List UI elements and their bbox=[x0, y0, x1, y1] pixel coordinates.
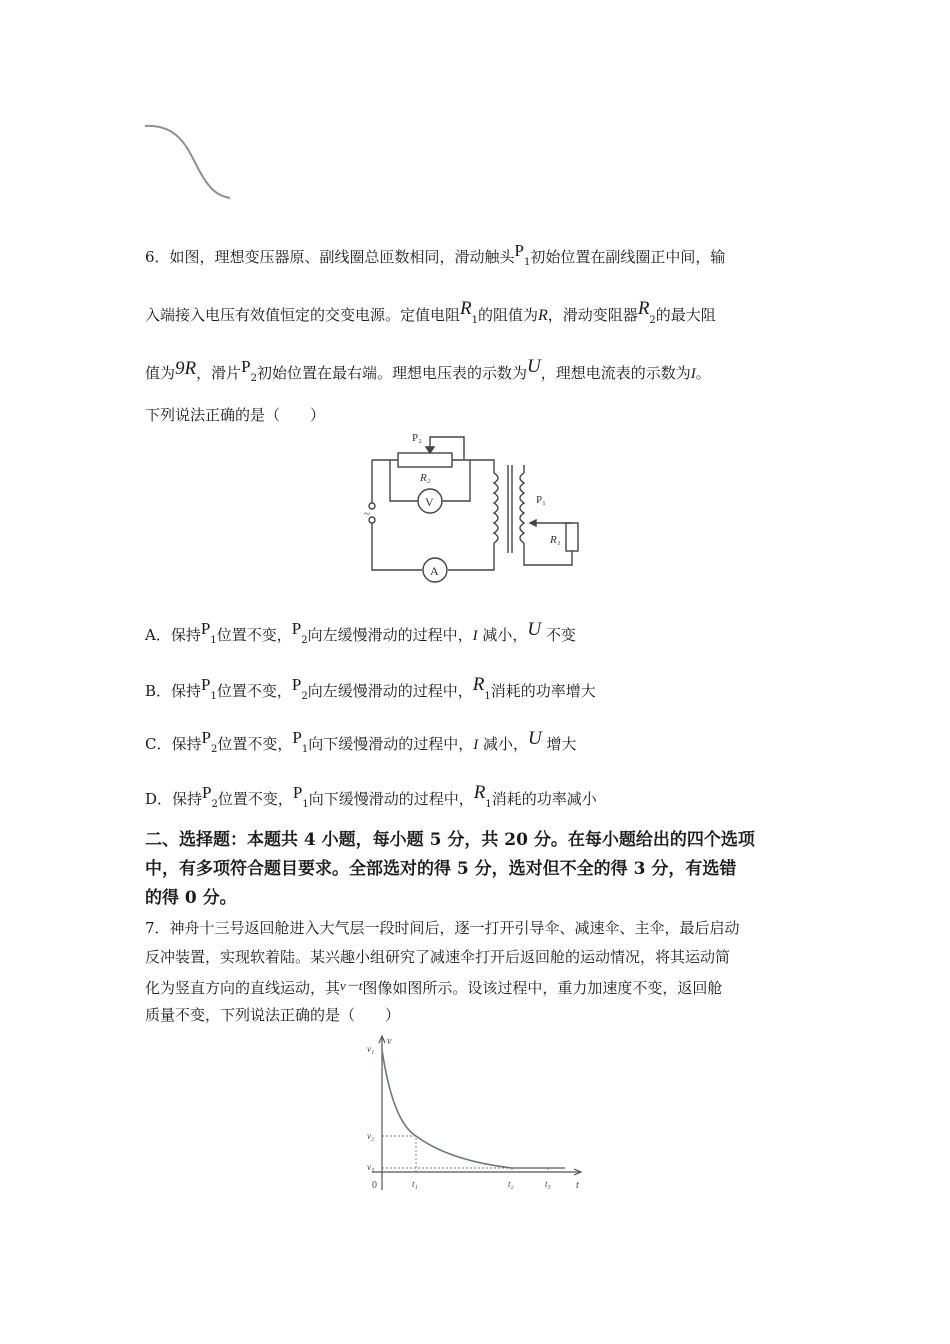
subscript: 2 bbox=[210, 744, 218, 755]
tick-label-v2: v₂ bbox=[367, 1131, 375, 1141]
option-letter: D． bbox=[145, 790, 173, 808]
subscript: 1 bbox=[210, 635, 217, 646]
option-text: 消耗的功率增大 bbox=[490, 682, 596, 700]
q6-line-4 bbox=[145, 404, 325, 426]
symbol-P2: P bbox=[291, 675, 302, 694]
option-text: 保持 bbox=[171, 735, 202, 753]
symbol-P1: P bbox=[201, 675, 211, 694]
q6-text: ，理想电流表的示数为 bbox=[540, 364, 691, 382]
subscript: 1 bbox=[524, 257, 531, 268]
option-letter: C． bbox=[145, 735, 172, 753]
subscript: 1 bbox=[471, 315, 478, 326]
tick-label-t3: t₃ bbox=[545, 1179, 551, 1189]
q6-line-2 bbox=[145, 298, 716, 332]
q6-text: 值为 bbox=[145, 364, 176, 382]
tick-label-v1: v₁ bbox=[367, 1044, 375, 1054]
option-text: 位置不变， bbox=[217, 790, 293, 808]
tick-label-t1: t₁ bbox=[412, 1179, 418, 1189]
origin-label: 0 bbox=[372, 1180, 377, 1191]
option-text: 保持 bbox=[171, 682, 202, 700]
transformer-circuit-diagram bbox=[360, 425, 600, 585]
subscript: 1 bbox=[485, 799, 492, 810]
q7-line-4: 质量不变，下列说法正确的是（ ） bbox=[145, 1006, 401, 1024]
option-letter: A． bbox=[145, 626, 171, 644]
symbol-I: I bbox=[473, 737, 479, 753]
q6-line-3 bbox=[145, 356, 711, 390]
v-t-graph bbox=[360, 1030, 590, 1200]
q7-text: 图像如图所示。设该过程中，重力加速度不变，返回舱 bbox=[362, 979, 723, 997]
option-letter: B． bbox=[145, 682, 172, 700]
q7-text: 化为竖直方向的直线运动，其 bbox=[145, 979, 341, 997]
symbol-P2: P bbox=[202, 783, 212, 802]
symbol-P1: P bbox=[200, 619, 211, 638]
symbol-U: U bbox=[528, 728, 542, 749]
option-text: 位置不变， bbox=[217, 735, 293, 753]
symbol-9R: 9R bbox=[175, 358, 197, 379]
q6-text: 。 bbox=[695, 364, 711, 382]
section2-line-2: 中，有多项符合题目要求。全部选对的得 5 分，选对但不全的得 3 分，有选错 bbox=[145, 859, 737, 879]
label-P1: P₁ bbox=[536, 494, 546, 506]
axis-label-t: t bbox=[576, 1180, 579, 1191]
subscript: 1 bbox=[210, 691, 217, 702]
q6-line-1 bbox=[145, 240, 725, 274]
q6-option-a[interactable] bbox=[145, 618, 576, 652]
q6-text: ，滑片 bbox=[196, 364, 242, 382]
symbol-R1: R bbox=[472, 674, 485, 695]
tick-label-t2: t₂ bbox=[508, 1179, 514, 1189]
symbol-P2: P bbox=[291, 619, 302, 638]
symbol-v-t: v－t bbox=[340, 978, 363, 993]
subscript: 2 bbox=[250, 373, 257, 384]
label-A: A bbox=[430, 564, 439, 578]
subscript: 1 bbox=[484, 691, 491, 702]
option-text: 保持 bbox=[170, 626, 201, 644]
tick-label-v3: v₃ bbox=[367, 1162, 375, 1172]
q6-text: 6．如图，理想变压器原、副线圈总匝数相同，滑动触头 bbox=[145, 248, 515, 266]
q7-line-1: 7．神舟十三号返回舱进入大气层一段时间后，逐一打开引导伞、减速伞、主伞，最后启动 bbox=[145, 919, 740, 937]
q6-text: 的最大阻 bbox=[655, 306, 716, 324]
q6-text: 初始位置在副线圈正中间，输 bbox=[530, 248, 726, 266]
option-text: 位置不变， bbox=[216, 682, 292, 700]
subscript: 1 bbox=[301, 744, 309, 755]
v-t-curve bbox=[382, 1050, 565, 1168]
option-text: 增大 bbox=[546, 735, 577, 753]
subscript: 2 bbox=[211, 799, 218, 810]
q7-line-2: 反冲装置，实现软着陆。某兴趣小组研究了减速伞打开后返回舱的运动情况，将其运动简 bbox=[145, 948, 731, 966]
option-text: 减小， bbox=[482, 626, 528, 644]
q6-option-d[interactable] bbox=[145, 782, 597, 816]
section2-line-1: 二、选择题：本题共 4 小题，每小题 5 分，共 20 分。在每小题给出的四个选项 bbox=[145, 830, 755, 850]
q6-text: ，滑动变阻器 bbox=[547, 306, 638, 324]
option-text: 保持 bbox=[172, 790, 203, 808]
q6-option-b[interactable] bbox=[145, 674, 596, 708]
label-V: V bbox=[425, 495, 434, 509]
symbol-P1: P bbox=[514, 241, 525, 260]
q6-text: 的阻值为 bbox=[478, 306, 539, 324]
symbol-R2: R bbox=[637, 298, 650, 319]
symbol-P1: P bbox=[292, 783, 303, 802]
q6-text: 入端接入电压有效值恒定的交变电源。定值电阻 bbox=[145, 306, 461, 324]
option-text: 位置不变， bbox=[216, 626, 292, 644]
option-text: 向左缓慢滑动的过程中， bbox=[307, 682, 473, 700]
symbol-I: I bbox=[472, 628, 478, 644]
symbol-I: I bbox=[690, 366, 696, 382]
symbol-P2: P bbox=[241, 357, 251, 376]
axis-label-v: v bbox=[387, 1036, 392, 1047]
label-R2: R₂ bbox=[420, 472, 431, 484]
option-text: 不变 bbox=[545, 626, 576, 644]
option-text: 向左缓慢滑动的过程中， bbox=[307, 626, 473, 644]
section2-line-3: 的得 0 分。 bbox=[145, 888, 237, 908]
option-text: 向下缓慢滑动的过程中， bbox=[308, 790, 474, 808]
label-P2: P₂ bbox=[412, 432, 422, 444]
subscript: 2 bbox=[301, 691, 308, 702]
label-R1: R₁ bbox=[550, 534, 561, 546]
top-curve-graphic bbox=[140, 120, 240, 205]
symbol-U: U bbox=[527, 356, 541, 377]
symbol-P1: P bbox=[292, 728, 302, 747]
subscript: 1 bbox=[302, 799, 309, 810]
symbol-P2: P bbox=[201, 728, 211, 747]
symbol-R1: R bbox=[473, 782, 486, 803]
symbol-U: U bbox=[527, 619, 542, 640]
subscript: 2 bbox=[649, 315, 656, 326]
option-text: 消耗的功率减小 bbox=[491, 790, 597, 808]
option-text: 向下缓慢滑动的过程中， bbox=[308, 735, 474, 753]
label-ac: ~ bbox=[364, 508, 370, 520]
q6-option-c[interactable] bbox=[145, 727, 577, 761]
symbol-R1: R bbox=[460, 298, 472, 319]
q6-text: 下列说法正确的是（ ） bbox=[145, 406, 326, 424]
q7-line-3 bbox=[145, 975, 722, 999]
subscript: 2 bbox=[301, 635, 308, 646]
option-text: 减小， bbox=[483, 735, 529, 753]
symbol-R: R bbox=[538, 307, 548, 324]
q6-text: 初始位置在最右端。理想电压表的示数为 bbox=[256, 364, 527, 382]
